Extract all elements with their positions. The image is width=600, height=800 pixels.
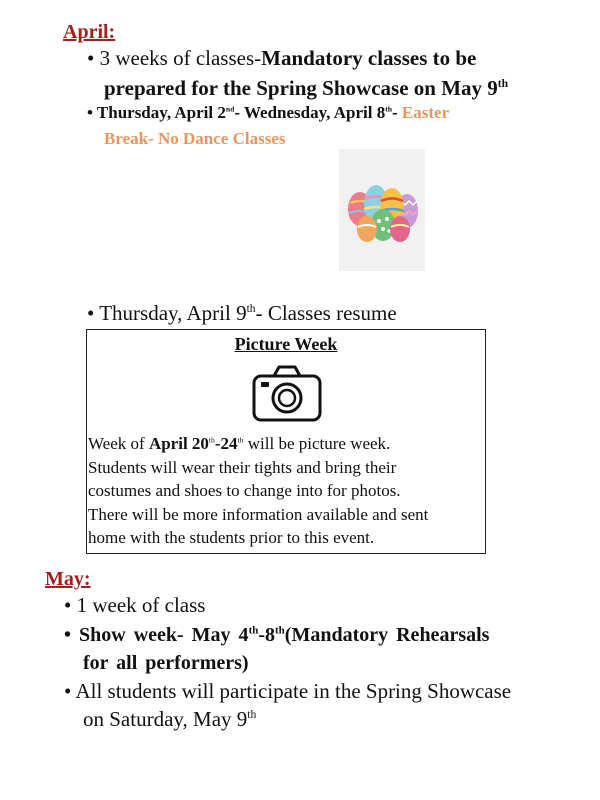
picture-week-line-3: costumes and shoes to change into for photos.: [88, 481, 401, 500]
april-heading: April:: [63, 21, 116, 43]
april-item-2-text-c: -: [392, 103, 402, 122]
camera-icon: [252, 364, 322, 422]
may-item-2-text-b: -8: [258, 624, 276, 646]
may-item-2-text-a: • Show week- May 4: [64, 624, 249, 646]
april-item-2-line-2: Break- No Dance Classes: [104, 129, 286, 148]
april-item-2-text-b: - Wednesday, April 8: [234, 103, 386, 122]
april-item-1-sup: th: [497, 78, 509, 90]
may-item-2-sup-2: th: [275, 624, 285, 637]
april-item-3-sup: th: [246, 303, 256, 315]
picture-week-sup-2: th: [237, 435, 244, 445]
may-item-1: • 1 week of class: [64, 593, 206, 617]
picture-week-line-1-b: will be picture week.: [243, 434, 391, 453]
april-item-2-easter: Easter: [401, 103, 450, 122]
may-heading: May:: [45, 568, 91, 590]
picture-week-sup-1: th: [208, 435, 215, 445]
april-item-2: [87, 103, 449, 123]
april-item-2-text-a: • Thursday, April 2: [87, 103, 226, 122]
may-item-3-line-2-text: on Saturday, May 9: [83, 707, 248, 731]
picture-week-title: Picture Week: [234, 334, 338, 354]
easter-eggs-icon: [339, 149, 425, 271]
may-item-3: • All students will participate in the Spring Showcase: [64, 679, 512, 703]
april-item-3: [87, 301, 397, 326]
april-item-1-text: • 3 weeks of classes-: [87, 46, 262, 70]
may-item-2: [64, 624, 489, 647]
picture-week-line-1: [88, 432, 484, 456]
picture-week-line-4: There will be more information available and sent: [88, 504, 429, 524]
picture-week-line-1-a: Week of: [88, 434, 149, 453]
easter-eggs-image: [339, 149, 425, 271]
may-item-3-sup: th: [247, 709, 257, 721]
april-item-3-text-a: • Thursday, April 9: [87, 301, 247, 325]
picture-week-text: [88, 432, 484, 550]
may-item-3-line-2: [83, 707, 256, 732]
april-item-1-line-2-text: prepared for the Spring Showcase on May 9: [104, 76, 498, 100]
may-item-2-sup-1: th: [248, 624, 259, 637]
may-item-2-line-2: for all performers): [83, 652, 249, 674]
april-item-1-line-2: [104, 76, 508, 101]
april-item-2-sup-1: nd: [225, 104, 235, 114]
picture-week-date-start: April 20: [148, 434, 209, 453]
picture-week-box: [86, 329, 486, 554]
picture-week-line-2: Students will wear their tights and bring their: [88, 457, 397, 477]
april-item-1-bold: Mandatory classes to be: [261, 46, 477, 70]
picture-week-date-end: -24: [214, 434, 238, 453]
april-item-1: [87, 46, 476, 71]
may-item-2-text-c: (Mandatory Rehearsals: [284, 624, 490, 646]
april-item-3-text-b: - Classes resume: [255, 301, 397, 325]
april-item-2-sup-2: th: [385, 104, 392, 114]
picture-week-line-5: home with the students prior to this event.: [88, 528, 375, 547]
